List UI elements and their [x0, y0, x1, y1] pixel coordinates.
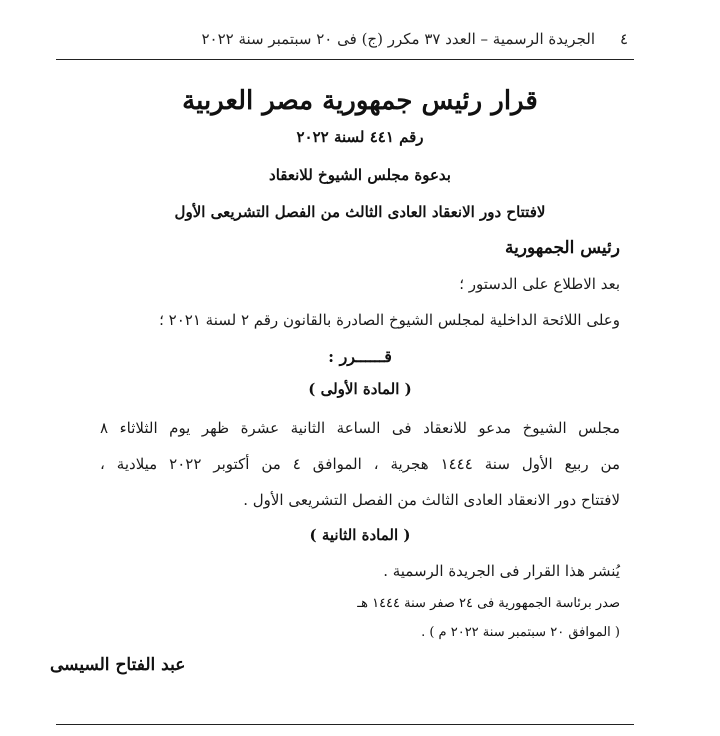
issued-date-gregorian: ( الموافق ٢٠ سبتمبر سنة ٢٠٢٢ م ) . [421, 625, 620, 640]
article-1-line-3: لافتتاح دور الانعقاد العادى الثالث من الفصل التشريعى الأول . [243, 491, 620, 509]
header-divider [56, 59, 634, 60]
article-2-heading: ( المادة الثانية ) [309, 526, 411, 544]
decree-subject-line-1: بدعوة مجلس الشيوخ للانعقاد [269, 166, 451, 184]
issued-date-hijri: صدر برئاسة الجمهورية فى ٢٤ صفر سنة ١٤٤٤ هـ [357, 596, 620, 611]
article-2-text: يُنشر هذا القرار فى الجريدة الرسمية . [383, 562, 620, 580]
article-1-line-2: من ربيع الأول سنة ١٤٤٤ هجرية ، الموافق ٤ من أكتوبر ٢٠٢٢ ميلادية ، [100, 455, 620, 473]
decree-number: رقم ٤٤١ لسنة ٢٠٢٢ [296, 128, 424, 146]
preamble-bylaws: وعلى اللائحة الداخلية لمجلس الشيوخ الصادرة بالقانون رقم ٢ لسنة ٢٠٢١ ؛ [159, 311, 620, 329]
decree-title: قرار رئيس جمهورية مصر العربية [182, 86, 538, 116]
preamble-constitution: بعد الاطلاع على الدستور ؛ [459, 275, 620, 293]
decree-subject-line-2: لافتتاح دور الانعقاد العادى الثالث من الفصل التشريعى الأول [174, 203, 546, 221]
president-heading: رئيس الجمهورية [504, 238, 620, 258]
footer-divider [56, 724, 634, 725]
running-header: الجريدة الرسمية – العدد ٣٧ مكرر (ج) فى ٢٠ سبتمبر سنة ٢٠٢٢ [201, 30, 595, 48]
president-signature: عبد الفتاح السيسى [50, 655, 186, 675]
article-1-heading: ( المادة الأولى ) [308, 380, 412, 398]
page-number: ٤ [619, 30, 628, 48]
decided-heading: قــــــرر : [328, 347, 392, 366]
article-1-line-1: مجلس الشيوخ مدعو للانعقاد فى الساعة الثانية عشرة ظهر يوم الثلاثاء ٨ [100, 419, 620, 437]
